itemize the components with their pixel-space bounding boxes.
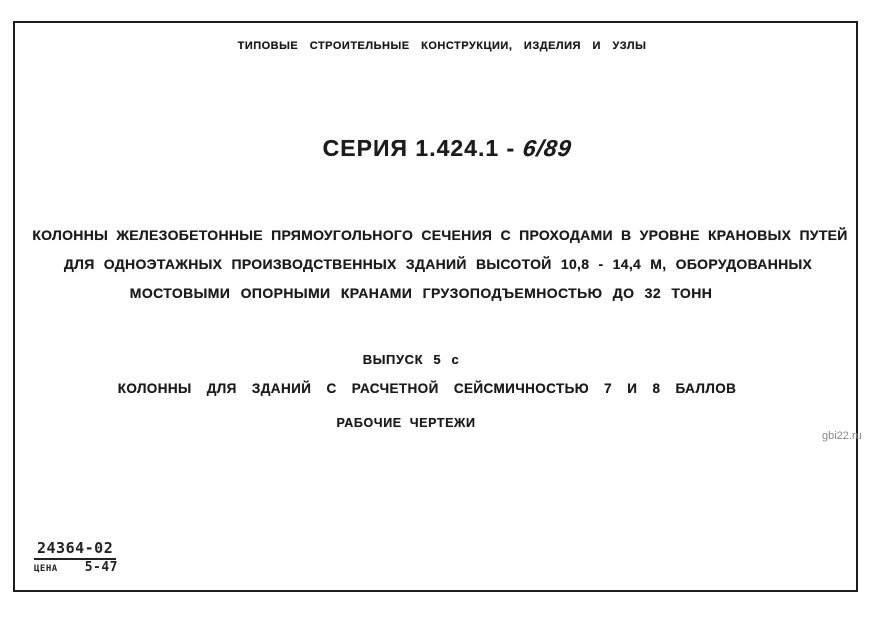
- price-stamp: [34, 538, 118, 575]
- stamp-number: 24364-02: [34, 539, 116, 560]
- description-line-2: ДЛЯ ОДНОЭТАЖНЫХ ПРОИЗВОДСТВЕННЫХ ЗДАНИЙ ВЫСОТОЙ 10,8 - 14,4 М, ОБОРУДОВАННЫХ: [63, 256, 813, 272]
- stamp-price-label: ЦЕНА: [34, 564, 58, 574]
- document-border-frame: [13, 21, 858, 592]
- stamp-price-row: [34, 560, 118, 575]
- description-line-3: МОСТОВЫМИ ОПОРНЫМИ КРАНАМИ ГРУЗОПОДЪЕМНОСТЬЮ ДО 32 ТОНН: [129, 285, 713, 301]
- seismic-subtitle: КОЛОННЫ ДЛЯ ЗДАНИЙ С РАСЧЕТНОЙ СЕЙСМИЧНОСТЬЮ 7 И 8 БАЛЛОВ: [117, 381, 737, 396]
- issue-number: ВЫПУСК 5 с: [362, 352, 460, 367]
- description-line-1: КОЛОННЫ ЖЕЛЕЗОБЕТОННЫЕ ПРЯМОУГОЛЬНОГО СЕЧЕНИЯ С ПРОХОДАМИ В УРОВНЕ КРАНОВЫХ ПУТЕЙ: [32, 227, 848, 243]
- series-title-handwritten: 6/89: [520, 135, 574, 161]
- document-type: РАБОЧИЕ ЧЕРТЕЖИ: [336, 416, 476, 430]
- document-header: ТИПОВЫЕ СТРОИТЕЛЬНЫЕ КОНСТРУКЦИИ, ИЗДЕЛИЯ И УЗЛЫ: [237, 40, 647, 52]
- series-title-printed: СЕРИЯ 1.424.1 -: [322, 135, 523, 161]
- series-title: [9, 135, 876, 162]
- site-watermark: gbi22.ru: [822, 430, 862, 442]
- stamp-price-value: 5-47: [84, 560, 118, 575]
